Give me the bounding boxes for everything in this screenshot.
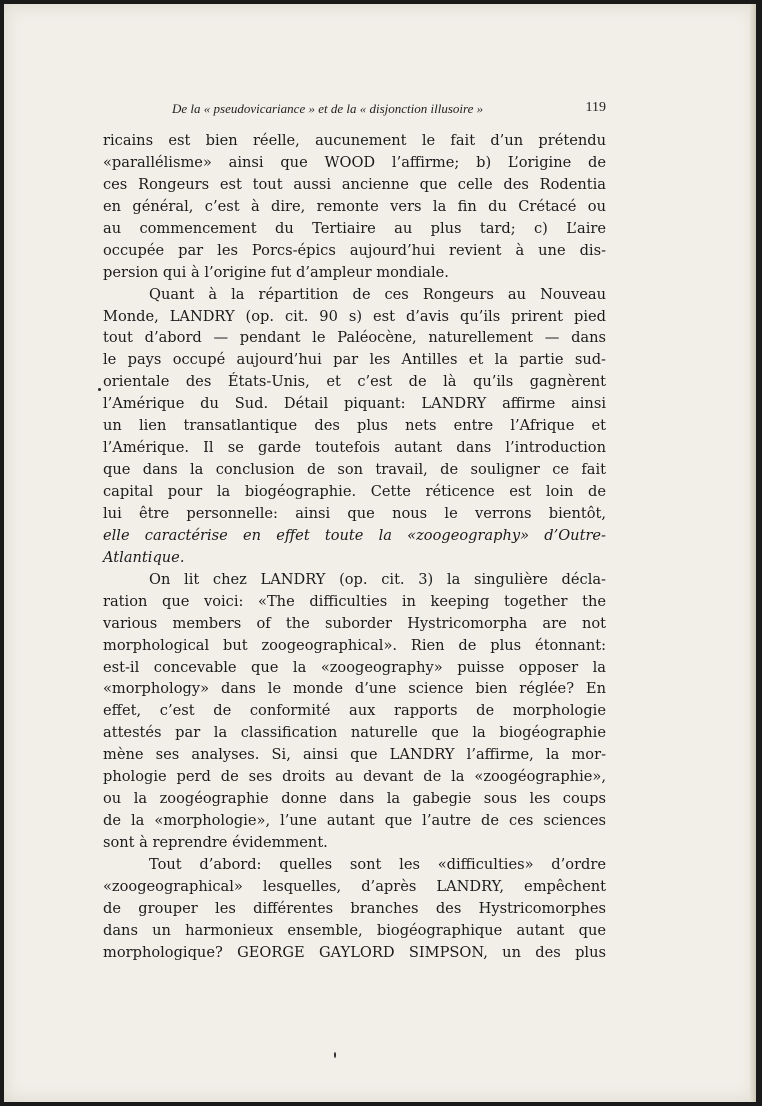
text-line: en général, c’est à dire, remonte vers la fin du Crétacé ou	[103, 197, 606, 215]
text-line: dans un harmonieux ensemble, biogéographique autant que	[103, 921, 606, 939]
text-line: l’Amérique du Sud. Détail piquant: LANDRY affirme ainsi	[103, 395, 606, 413]
dust-speck	[334, 1052, 336, 1058]
text-line: le pays occupé aujourd’hui par les Antilles et la partie sud-	[103, 351, 606, 369]
running-title: De la « pseudovicariance » et de la « disjonction illusoire »	[172, 101, 484, 116]
text-line: morphological but zoogeographical». Rien de plus étonnant:	[103, 636, 606, 654]
text-line: l’Amérique. Il se garde toutefois autant dans l’introduction	[103, 439, 606, 457]
text-line: ration que voici: «The difficulties in keeping together the	[103, 592, 606, 610]
text-line: est-il concevable que la «zoogeography» puisse opposer la	[103, 658, 606, 676]
text-line: effet, c’est de conformité aux rapports de morphologie	[103, 702, 606, 720]
text-line: ces Rongeurs est tout aussi ancienne que celle des Rodentia	[103, 175, 606, 193]
text-line: mène ses analyses. Si, ainsi que LANDRY l’affirme, la mor-	[103, 746, 606, 764]
text-line: morphologique? GEORGE GAYLORD SIMPSON, un des plus	[103, 943, 606, 961]
text-line: Atlantique.	[103, 548, 185, 566]
text-line: «parallélisme» ainsi que WOOD l’affirme; b) L’origine de	[103, 153, 606, 171]
text-line: «morphology» dans le monde d’une science bien réglée? En	[103, 680, 606, 698]
page-edge	[750, 4, 756, 1102]
text-line: sont à reprendre évidemment.	[103, 834, 328, 851]
text-line: lui être personnelle: ainsi que nous le verrons bientôt,	[103, 504, 606, 522]
text-line: attestés par la classification naturelle que la biogéographie	[103, 724, 606, 742]
text-line: ou la zoogéographie donne dans la gabegie sous les coups	[103, 790, 606, 808]
text-line: elle caractérise en effet toute la «zoogeography» d’Outre-	[103, 526, 606, 544]
page-header	[100, 101, 608, 121]
text-line: que dans la conclusion de son travail, de souligner ce fait	[103, 461, 606, 479]
text-line: de grouper les différentes branches des Hystricomorphes	[103, 899, 606, 917]
text-line: un lien transatlantique des plus nets entre l’Afrique et	[103, 417, 606, 435]
book-page	[4, 4, 756, 1102]
text-line: orientale des États-Unis, et c’est de là qu’ils gagnèrent	[103, 373, 606, 391]
text-line: various members of the suborder Hystricomorpha are not	[103, 614, 606, 632]
text-line: phologie perd de ses droits au devant de la «zoogéographie»,	[103, 768, 606, 786]
text-line: «zoogeographical» lesquelles, d’après LANDRY, empêchent	[103, 877, 606, 895]
dust-speck	[98, 388, 101, 391]
text-line: ricains est bien réelle, aucunement le fait d’un prétendu	[103, 132, 606, 149]
text-line: Tout d’abord: quelles sont les «difficulties» d’ordre	[149, 855, 606, 873]
text-line: occupée par les Porcs-épics aujourd’hui revient à une dis-	[103, 241, 606, 259]
text-line: au commencement du Tertiaire au plus tard; c) L’aire	[103, 219, 606, 237]
text-line: de la «morphologie», l’une autant que l’autre de ces sciences	[103, 812, 606, 830]
text-line: tout d’abord — pendant le Paléocène, naturellement — dans	[103, 329, 606, 347]
text-line: Quant à la répartition de ces Rongeurs au Nouveau	[149, 285, 606, 303]
text-line: persion qui à l’origine fut d’ampleur mondiale.	[103, 263, 449, 281]
text-line: Monde, LANDRY (op. cit. 90 s) est d’avis qu’ils prirent pied	[103, 307, 606, 325]
text-line: capital pour la biogéographie. Cette réticence est loin de	[103, 483, 606, 500]
body-text	[103, 130, 606, 964]
text-line: On lit chez LANDRY (op. cit. 3) la singulière décla-	[149, 570, 606, 588]
page-number: 119	[585, 100, 606, 115]
